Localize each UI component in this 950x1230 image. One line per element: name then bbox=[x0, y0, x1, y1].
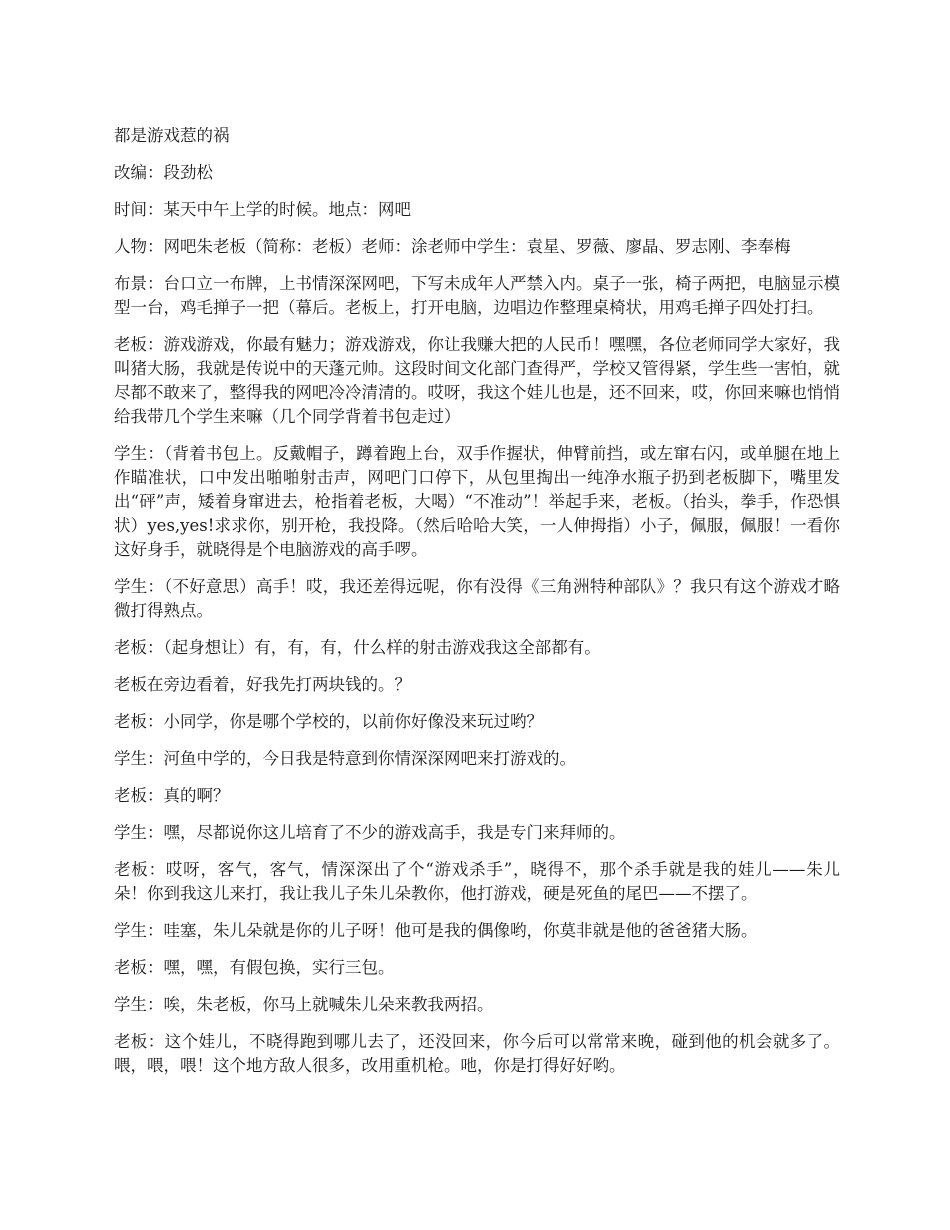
paragraph-dialogue: 学生：嘿，尽都说你这儿培育了不少的游戏高手，我是专门来拜师的。 bbox=[114, 823, 626, 842]
paragraph-dialogue: 学生：唉，朱老板，你马上就喊朱儿朵来教我两招。 bbox=[114, 995, 494, 1014]
paragraph-dialogue: 老板：游戏游戏，你最有魅力；游戏游戏，你让我赚大把的人民币！嘿嘿，各位老师同学大家好，我叫猪大肠，我就是传说中的天蓬元帅。这段时间文化部门查得严，学校又管得紧，学生些一害怕，就尽都不敢来了，整得我的网吧冷冷清清的。哎呀，我这个娃儿也是，还不回来，哎，你回来嘛也悄悄给我带几个学生来嘛（几个同学背着书包走过） bbox=[114, 335, 840, 426]
paragraph-dialogue: 学生：哇塞，朱儿朵就是你的儿子呀！他可是我的偶像哟，你莫非就是他的爸爸猪大肠。 bbox=[114, 921, 758, 940]
paragraph-dialogue: 老板：这个娃儿，不晓得跑到哪儿去了，还没回来，你今后可以常常来晚，碰到他的机会就多了。喂，喂，喂！这个地方敌人很多，改用重机枪。吔，你是打得好好哟。 bbox=[114, 1032, 840, 1075]
paragraph-adapter: 改编：段劲松 bbox=[114, 163, 213, 182]
paragraph-dialogue: 老板：真的啊？ bbox=[114, 786, 230, 805]
paragraph-dialogue: 老板：嘿，嘿，有假包换，实行三包。 bbox=[114, 958, 395, 977]
paragraph-dialogue: 老板：哎呀，客气，客气，情深深出了个“游戏杀手”，晓得不，那个杀手就是我的娃儿——朱儿朵！你到我这儿来打，我让我儿子朱儿朵教你，他打游戏，硬是死鱼的尾巴——不摆了。 bbox=[114, 860, 840, 903]
paragraph-dialogue: 老板：（起身想让）有，有，有，什么样的射击游戏我这全部都有。 bbox=[114, 638, 601, 657]
paragraph-dialogue: 学生：河鱼中学的，今日我是特意到你情深深网吧来打游戏的。 bbox=[114, 749, 576, 768]
paragraph-dialogue: 学生：（不好意思）高手！哎，我还差得远呢，你有没得《三角洲特种部队》？我只有这个游戏才略微打得熟点。 bbox=[114, 577, 840, 620]
paragraph-time-place: 时间：某天中午上学的时候。地点：网吧 bbox=[114, 200, 411, 219]
document-page bbox=[114, 124, 840, 1091]
paragraph-dialogue: 老板在旁边看着，好我先打两块钱的。？ bbox=[114, 675, 411, 694]
paragraph-characters: 人物：网吧朱老板（简称：老板）老师：涂老师中学生：袁星、罗薇、廖晶、罗志刚、李奉梅 bbox=[114, 237, 791, 256]
paragraph-dialogue: 老板：小同学，你是哪个学校的，以前你好像没来玩过哟？ bbox=[114, 712, 543, 731]
paragraph-set-design: 布景：台口立一布牌，上书情深深网吧，下写未成年人严禁入内。桌子一张，椅子两把，电脑显示模型一台，鸡毛掸子一把（幕后。老板上，打开电脑，边唱边作整理桌椅状，用鸡毛掸子四处打扫。 bbox=[114, 274, 840, 317]
paragraph-dialogue: 学生：（背着书包上。反戴帽子，蹲着跑上台，双手作握状，伸臂前挡，或左窜右闪，或单腿在地上作瞄准状，口中发出啪啪射击声，网吧门口停下，从包里掏出一纯净水瓶子扔到老板脚下，嘴里发出“砰”声，矮着身窜进去，枪指着老板，大喝）“不准动”！举起手来，老板。（抬头，拳手，作恐惧状）yes,yes!求求你，别开枪，我投降。（然后哈哈大笑，一人伸拇指）小子，佩服，佩服！一看你这好身手，就晓得是个电脑游戏的高手啰。 bbox=[114, 444, 840, 559]
document-title: 都是游戏惹的祸 bbox=[114, 126, 230, 145]
